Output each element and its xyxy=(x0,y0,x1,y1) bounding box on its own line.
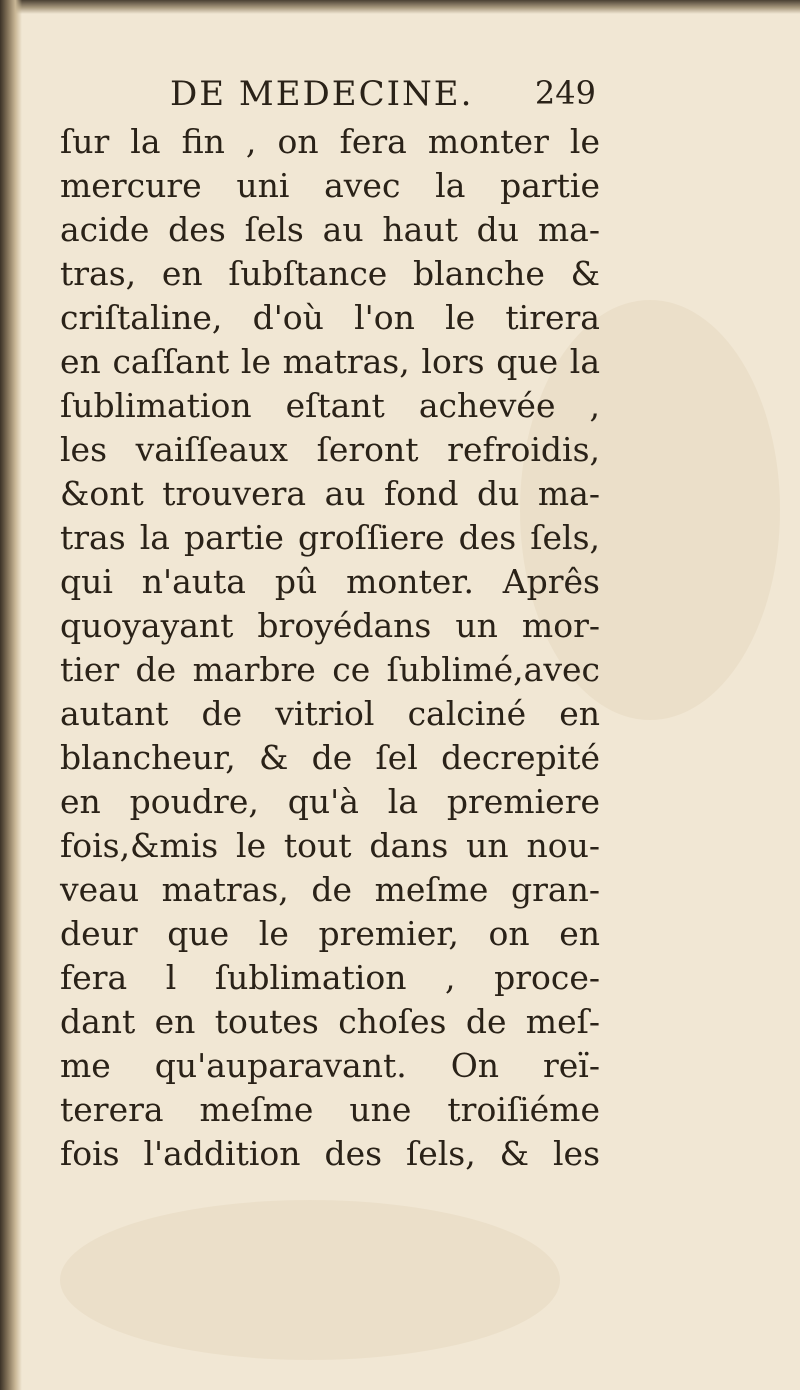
text-line: tier de marbre ce ſublimé,avec xyxy=(60,650,600,689)
text-line: fera l ſublimation , proce- xyxy=(60,958,600,997)
text-line: tras, en ſubſtance blanche & xyxy=(60,254,600,293)
book-binding-edge xyxy=(0,0,22,1390)
text-line: en caſſant le matras, lors que la xyxy=(60,342,600,381)
text-line: quoyayant broyédans un mor- xyxy=(60,606,600,645)
text-line: terera meſme une troiſiéme xyxy=(60,1090,600,1129)
text-line: ſur la fin , on fera monter le xyxy=(60,122,600,161)
text-line: fois,&mis le tout dans un nou- xyxy=(60,826,600,865)
text-line: mercure uni avec la partie xyxy=(60,166,600,205)
text-line: criſtaline, d'où l'on le tirera xyxy=(60,298,600,337)
running-title: DE MEDECINE. xyxy=(170,74,474,114)
text-line: deur que le premier, on en xyxy=(60,914,600,953)
page-header xyxy=(170,74,600,118)
page-top-edge xyxy=(0,0,800,14)
text-line: blancheur, & de ſel decrepité xyxy=(60,738,600,777)
text-line: les vaiſſeaux ſeront refroidis, xyxy=(60,430,600,469)
text-line: qui n'auta pû monter. Aprês xyxy=(60,562,600,601)
text-line: &ont trouvera au fond du ma- xyxy=(60,474,600,513)
text-line: autant de vitriol calciné en xyxy=(60,694,600,733)
text-line: ſublimation eſtant achevée , xyxy=(60,386,600,425)
page-number: 249 xyxy=(534,74,596,112)
text-line: en poudre, qu'à la premiere xyxy=(60,782,600,821)
text-line: veau matras, de meſme gran- xyxy=(60,870,600,909)
paper-stain xyxy=(60,1200,560,1360)
text-line: fois l'addition des ſels, & les xyxy=(60,1134,600,1173)
text-line: dant en toutes choſes de meſ- xyxy=(60,1002,600,1041)
body-text xyxy=(60,120,600,1176)
text-line: acide des ſels au haut du ma- xyxy=(60,210,600,249)
text-line: tras la partie groſſiere des ſels, xyxy=(60,518,600,557)
text-line: me qu'auparavant. On reï- xyxy=(60,1046,600,1085)
